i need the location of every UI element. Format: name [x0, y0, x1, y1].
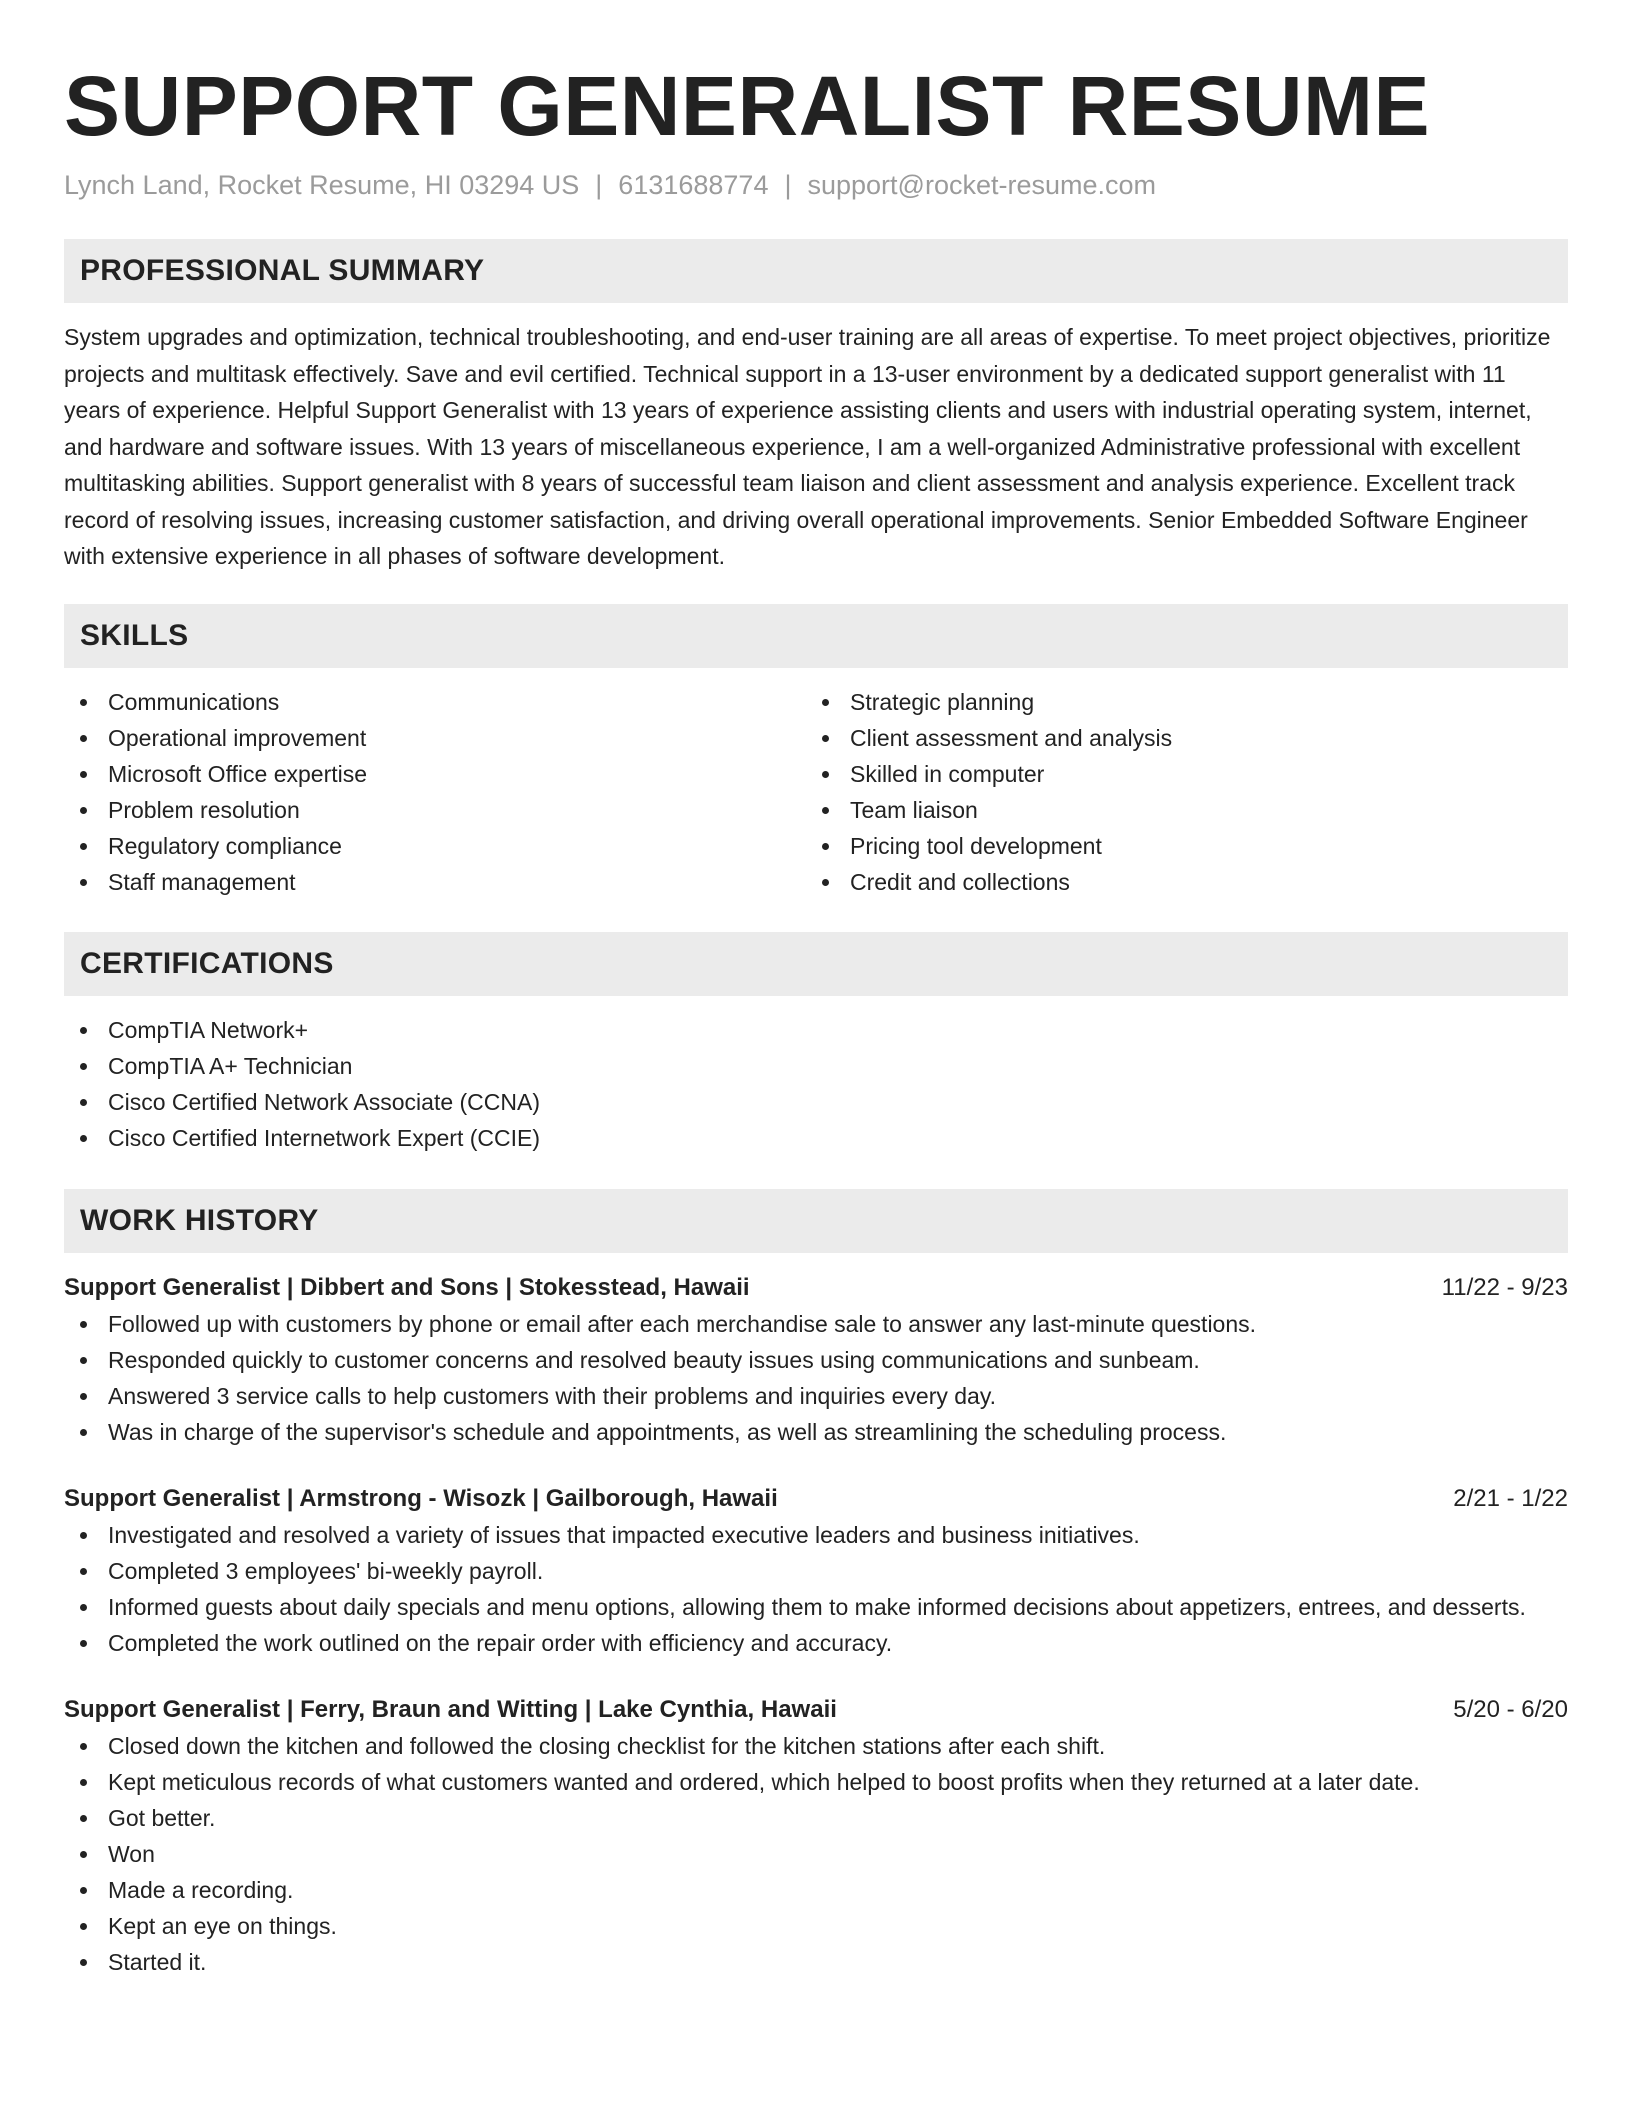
work-history-section: [64, 1189, 1568, 1980]
section-heading: SKILLS: [80, 618, 189, 652]
section-header: [64, 239, 1568, 303]
section-header: [64, 1189, 1568, 1253]
job-bullet-list: [64, 1728, 1568, 1980]
section-heading: PROFESSIONAL SUMMARY: [80, 254, 485, 287]
skill-item: Regulatory compliance: [64, 828, 806, 864]
skill-item: Staff management: [64, 864, 806, 900]
job-dates: 2/21 - 1/22: [1453, 1484, 1568, 1512]
contact-separator: |: [784, 170, 792, 200]
job-bullet: Completed 3 employees' bi-weekly payroll.: [64, 1553, 1568, 1589]
job-bullet: Investigated and resolved a variety of issues that impacted executive leaders and business initiatives.: [64, 1517, 1568, 1553]
job-bullet: Responded quickly to customer concerns and resolved beauty issues using communications and sunbeam.: [64, 1342, 1568, 1378]
certification-item: Cisco Certified Network Associate (CCNA): [64, 1084, 1568, 1120]
section-heading: CERTIFICATIONS: [80, 946, 334, 980]
job-bullet: Was in charge of the supervisor's schedule and appointments, as well as streamlining the scheduling process.: [64, 1414, 1568, 1450]
certifications-section: [64, 932, 1568, 1156]
job-entry: [64, 1692, 1568, 1980]
skill-item: Communications: [64, 684, 806, 720]
skill-item: Strategic planning: [806, 684, 1548, 720]
skill-item: Pricing tool development: [806, 828, 1548, 864]
job-entry: [64, 1270, 1568, 1450]
skills-section: [64, 604, 1568, 900]
certification-item: Cisco Certified Internetwork Expert (CCIE): [64, 1120, 1568, 1156]
job-dates: 5/20 - 6/20: [1453, 1695, 1568, 1723]
job-entry: [64, 1481, 1568, 1661]
job-title: Support Generalist | Dibbert and Sons | Stokesstead, Hawaii: [64, 1273, 750, 1301]
contact-email: support@rocket-resume.com: [807, 170, 1157, 200]
section-header: [64, 604, 1568, 668]
professional-summary-section: [64, 239, 1568, 575]
job-header: [64, 1692, 1568, 1728]
job-header: [64, 1270, 1568, 1306]
job-bullet-list: [64, 1517, 1568, 1661]
resume-title: SUPPORT GENERALIST RESUME: [64, 59, 1430, 153]
skill-item: Team liaison: [806, 792, 1548, 828]
section-header: [64, 932, 1568, 996]
job-bullet: Made a recording.: [64, 1872, 1568, 1908]
certification-item: CompTIA A+ Technician: [64, 1048, 1568, 1084]
job-bullet: Got better.: [64, 1800, 1568, 1836]
skill-item: Credit and collections: [806, 864, 1548, 900]
job-header: [64, 1481, 1568, 1517]
skill-item: Operational improvement: [64, 720, 806, 756]
contact-phone: 6131688774: [618, 170, 769, 200]
job-bullet: Followed up with customers by phone or email after each merchandise sale to answer any last-minute questions.: [64, 1306, 1568, 1342]
job-bullet: Started it.: [64, 1944, 1568, 1980]
job-bullet: Informed guests about daily specials and menu options, allowing them to make informed decisions about appetizers, entrees, and desserts.: [64, 1589, 1568, 1625]
skill-item: Problem resolution: [64, 792, 806, 828]
job-bullet: Completed the work outlined on the repair order with efficiency and accuracy.: [64, 1625, 1568, 1661]
certifications-list: [64, 1012, 1568, 1156]
skills-left-list: [64, 684, 806, 900]
contact-separator: |: [595, 170, 603, 200]
skills-grid: [64, 684, 1568, 900]
job-dates: 11/22 - 9/23: [1441, 1273, 1568, 1301]
job-bullet-list: [64, 1306, 1568, 1450]
job-bullet: Answered 3 service calls to help customers with their problems and inquiries every day.: [64, 1378, 1568, 1414]
skill-item: Client assessment and analysis: [806, 720, 1548, 756]
certification-item: CompTIA Network+: [64, 1012, 1568, 1048]
section-heading: WORK HISTORY: [80, 1203, 319, 1237]
job-title: Support Generalist | Ferry, Braun and Witting | Lake Cynthia, Hawaii: [64, 1695, 837, 1723]
summary-text: System upgrades and optimization, technical troubleshooting, and end-user training are all areas of expertise. To meet project objectives, prioritize projects and multitask effectively. Save and evil certified. Technical support in a 13-user environment by a dedicated support generalist with 11 years of experience. Helpful Support Generalist with 13 years of experience assisting clients and users with industrial operating system, internet, and hardware and software issues. With 13 years of miscellaneous experience, I am a well-organized Administrative professional with excellent multitasking abilities. Support generalist with 8 years of successful team liaison and client assessment and analysis experience. Excellent track record of resolving issues, increasing customer satisfaction, and driving overall operational improvements. Senior Embedded Software Engineer with extensive experience in all phases of software development.: [64, 324, 1551, 569]
skill-item: Microsoft Office expertise: [64, 756, 806, 792]
skill-item: Skilled in computer: [806, 756, 1548, 792]
job-bullet: Kept an eye on things.: [64, 1908, 1568, 1944]
contact-address: Lynch Land, Rocket Resume, HI 03294 US: [64, 170, 580, 200]
contact-line: [64, 168, 1568, 202]
job-bullet: Won: [64, 1836, 1568, 1872]
job-bullet: Closed down the kitchen and followed the closing checklist for the kitchen stations after each shift.: [64, 1728, 1568, 1764]
job-title: Support Generalist | Armstrong - Wisozk | Gailborough, Hawaii: [64, 1484, 778, 1512]
resume-page: [64, 0, 1568, 1980]
skills-right-list: [806, 684, 1548, 900]
job-bullet: Kept meticulous records of what customers wanted and ordered, which helped to boost profits when they returned at a later date.: [64, 1764, 1568, 1800]
